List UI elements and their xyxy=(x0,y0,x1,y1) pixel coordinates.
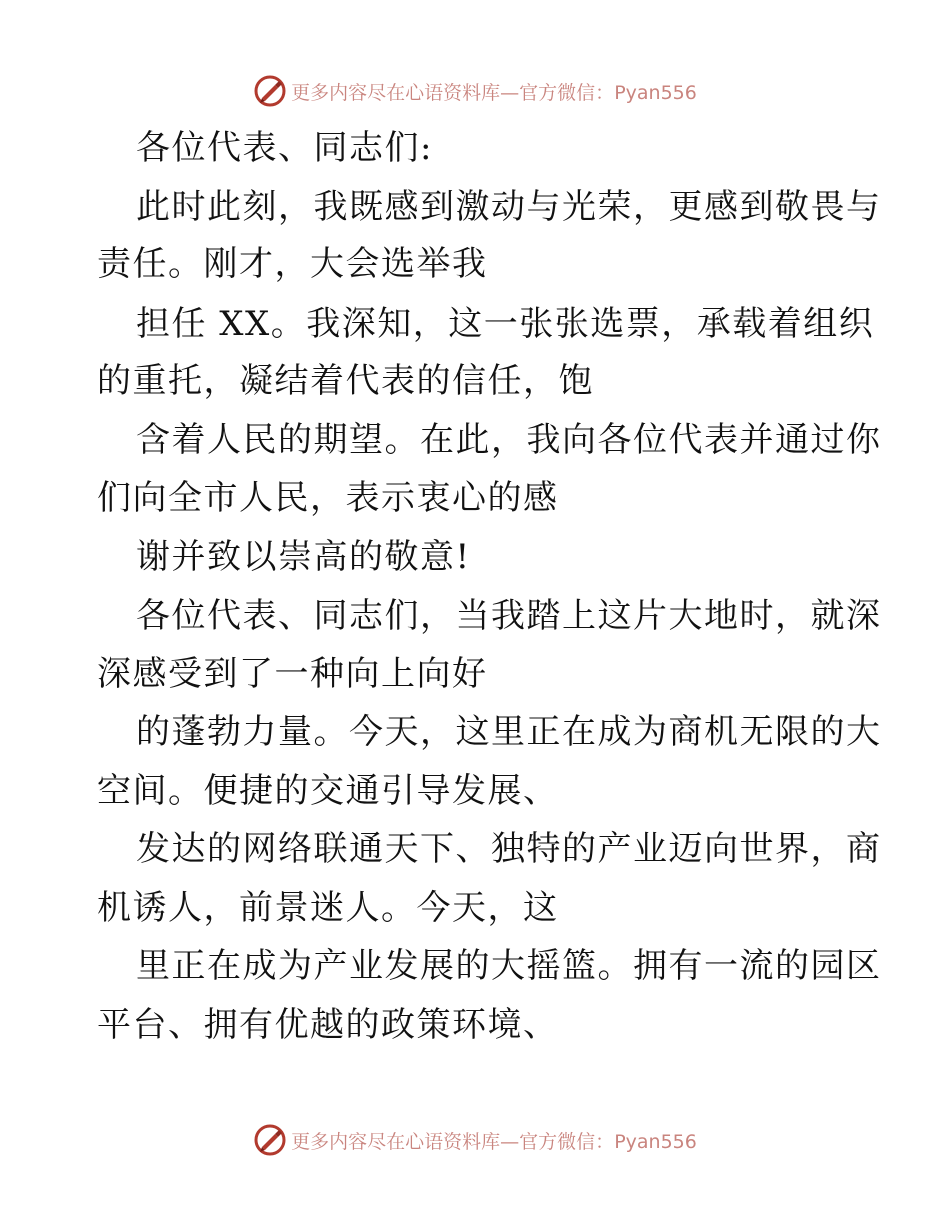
footer-watermark xyxy=(0,1120,950,1160)
watermark-text: 更多内容尽在心语资料库—官方微信：Pyan556 xyxy=(291,1130,697,1153)
paragraph-line: 的蓬勃力量。今天，这里正在成为商机无限的大 xyxy=(136,712,882,752)
paragraph-line: 们向全市人民，表示衷心的感 xyxy=(97,478,559,518)
pen-logo-icon xyxy=(253,74,287,108)
pen-logo-icon xyxy=(253,1123,287,1157)
paragraph-line: 平台、拥有优越的政策环境、 xyxy=(97,1005,559,1045)
paragraph-line: 各位代表、同志们，当我踏上这片大地时，就深 xyxy=(136,596,882,636)
paragraph-line: 各位代表、同志们: xyxy=(136,128,433,168)
paragraph-line: 谢并致以崇高的敬意! xyxy=(136,537,471,577)
paragraph-line: 深感受到了一种向上向好 xyxy=(97,654,488,694)
paragraph-line: 机诱人，前景迷人。今天，这 xyxy=(97,888,559,928)
paragraph-line: 此时此刻，我既感到激动与光荣，更感到敬畏与 xyxy=(136,187,882,227)
paragraph-line: 担任 XX。我深知，这一张张选票，承载着组织 xyxy=(136,304,875,344)
header-watermark xyxy=(0,71,950,111)
watermark-text: 更多内容尽在心语资料库—官方微信：Pyan556 xyxy=(291,81,697,104)
paragraph-line: 空间。便捷的交通引导发展、 xyxy=(97,771,559,811)
paragraph-line: 里正在成为产业发展的大摇篮。拥有一流的园区 xyxy=(136,946,882,986)
paragraph-line: 含着人民的期望。在此，我向各位代表并通过你 xyxy=(136,420,882,460)
paragraph-line: 责任。刚才，大会选举我 xyxy=(97,244,488,284)
paragraph-line: 的重托，凝结着代表的信任，饱 xyxy=(97,361,594,401)
paragraph-line: 发达的网络联通天下、独特的产业迈向世界，商 xyxy=(136,829,882,869)
